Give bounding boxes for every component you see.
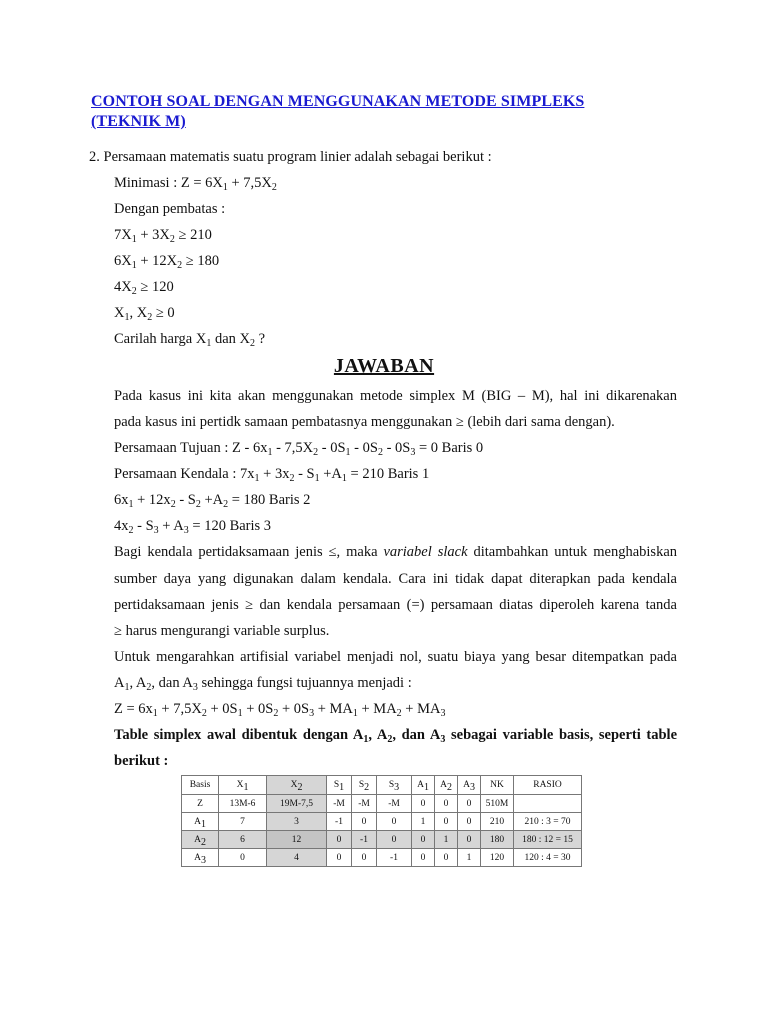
- cell: 0: [412, 849, 435, 867]
- para1-line2: pada kasus ini pertidk samaan pembatasnya menggunakan ≥ (lebih dari sama dengan).: [114, 414, 615, 430]
- para2-text-a: Bagi kendala pertidaksamaan jenis ≤, maka: [114, 544, 384, 560]
- para2-line2: sumber daya yang digunakan dalam kendala. Cara ini tidak dapat diterapkan pada kendala: [114, 571, 677, 587]
- cell: -M: [377, 795, 412, 813]
- para2-text-b: ditambahkan untuk menghabiskan: [467, 544, 678, 560]
- cell: 3: [267, 813, 327, 831]
- cell: 180 : 12 = 15: [514, 831, 582, 849]
- constraint-3: $4X_2 \ge 120$: [114, 279, 174, 297]
- col-header-a3: $A_3$: [458, 776, 481, 795]
- equation-objective: Persamaan Tujuan : $Z - 6x_1 - 7,5X_2 - 0S_1 - 0S_2 - 0S_3 = 0$ Baris 0: [114, 440, 484, 458]
- para2-line3: pertidaksamaan jenis ≥ dan kendala persamaan (=) persamaan diatas diperoleh karena tanda: [114, 597, 677, 613]
- problem-intro-line: [89, 148, 492, 166]
- col-header-s3: $S_3$: [377, 776, 412, 795]
- cell: Z: [182, 795, 219, 813]
- cell: 19M-7,5: [267, 795, 327, 813]
- cell: 210: [481, 813, 514, 831]
- cell: 0: [435, 795, 458, 813]
- cell: $A_1$: [182, 813, 219, 831]
- cell: 0: [219, 849, 267, 867]
- cell: 0: [458, 795, 481, 813]
- cell: $A_2$: [182, 831, 219, 849]
- cell: 1: [435, 831, 458, 849]
- equation-constraint-2: $6x_1 + 12x_2 - S_2 +A_2 = 180$ Baris 2: [114, 492, 311, 510]
- cell: 0: [412, 831, 435, 849]
- cell: 0: [377, 831, 412, 849]
- cell: 0: [412, 795, 435, 813]
- cell: 0: [352, 849, 377, 867]
- cell: 7: [219, 813, 267, 831]
- cell: 120 : 4 = 30: [514, 849, 582, 867]
- cell: 0: [458, 813, 481, 831]
- para3-line1: Untuk mengarahkan artifisial variabel menjadi nol, suatu biaya yang besar ditempatkan pada: [114, 649, 677, 665]
- z-equation: $Z = 6x_1 + 7,5X_2 + 0S_1 + 0S_2 + 0S_3 + MA_1 + MA_2 + MA_3$: [114, 701, 446, 719]
- cell: 6: [219, 831, 267, 849]
- cell: 4: [267, 849, 327, 867]
- col-header-s2: $S_2$: [352, 776, 377, 795]
- col-header-rasio: RASIO: [514, 776, 582, 795]
- col-header-a2: $A_2$: [435, 776, 458, 795]
- constraint-2: $6X_1 + 12X_2 \ge 180$: [114, 253, 220, 271]
- pivot-cell: 12: [267, 831, 327, 849]
- cell: -M: [352, 795, 377, 813]
- table-row: [182, 795, 582, 813]
- cell: 0: [352, 813, 377, 831]
- table-row-pivot: [182, 831, 582, 849]
- cell: 210 : 3 = 70: [514, 813, 582, 831]
- para3-line2: $A_1$, $A_2$, dan $A_3$ sehingga fungsi tujuannya menjadi :: [114, 675, 412, 693]
- objective-function: Minimasi : $Z = 6X_1 + 7,5X_2$: [114, 175, 277, 193]
- para2-italic: variabel slack: [383, 544, 468, 560]
- simplex-table: [181, 775, 582, 867]
- equation-constraint-3: $4x_2 - S_3 + A_3 = 120$ Baris 3: [114, 518, 272, 536]
- table-row: [182, 849, 582, 867]
- page-title: [91, 92, 651, 132]
- cell: $A_3$: [182, 849, 219, 867]
- cell: 0: [458, 831, 481, 849]
- table-intro-line1: Table simplex awal dibentuk dengan $A_1$, $A_2$, dan $A_3$ sebagai variable basis, seperti table: [114, 727, 678, 745]
- para2-line1: [114, 543, 677, 561]
- col-header-nk: NK: [481, 776, 514, 795]
- cell: 1: [412, 813, 435, 831]
- col-header-a1: $A_1$: [412, 776, 435, 795]
- cell: -M: [327, 795, 352, 813]
- constraint-nonneg: $X_1$, $X_2 \ge 0$: [114, 305, 175, 323]
- cell: 0: [435, 813, 458, 831]
- table-row: [182, 813, 582, 831]
- cell: -1: [352, 831, 377, 849]
- col-header-x2: $X_2$: [267, 776, 327, 795]
- equation-constraint-1: Persamaan Kendala : $7x_1 + 3x_2 - S_1 +A_1 = 210$ Baris 1: [114, 466, 430, 484]
- cell: 120: [481, 849, 514, 867]
- problem-intro: Persamaan matematis suatu program linier adalah sebagai berikut :: [103, 149, 492, 165]
- cell: 1: [458, 849, 481, 867]
- cell: 0: [327, 831, 352, 849]
- cell: 180: [481, 831, 514, 849]
- constraint-label: Dengan pembatas :: [114, 201, 226, 217]
- answer-heading: JAWABAN: [333, 355, 435, 377]
- para1-line1: Pada kasus ini kita akan menggunakan metode simplex M (BIG – M), hal ini dikarenakan: [114, 388, 677, 404]
- table-intro-line2: berikut :: [114, 753, 169, 769]
- constraint-1: $7X_1 + 3X_2 \ge 210$: [114, 227, 212, 245]
- cell: [514, 795, 582, 813]
- cell: 0: [327, 849, 352, 867]
- table-header-row: [182, 776, 582, 795]
- col-header-x1: $X_1$: [219, 776, 267, 795]
- col-header-basis: Basis: [182, 776, 219, 795]
- cell: -1: [377, 849, 412, 867]
- problem-number: 2.: [89, 149, 100, 165]
- cell: 510M: [481, 795, 514, 813]
- problem-question: Carilah harga $X_1$ dan $X_2$ ?: [114, 331, 266, 349]
- cell: 0: [377, 813, 412, 831]
- title-text: CONTOH SOAL DENGAN MENGGUNAKAN METODE SIMPLEKS (TEKNIK M): [91, 93, 585, 130]
- col-header-s1: $S_1$: [327, 776, 352, 795]
- cell: 13M-6: [219, 795, 267, 813]
- cell: 0: [435, 849, 458, 867]
- para2-line4: ≥ harus mengurangi variable surplus.: [114, 623, 330, 639]
- cell: -1: [327, 813, 352, 831]
